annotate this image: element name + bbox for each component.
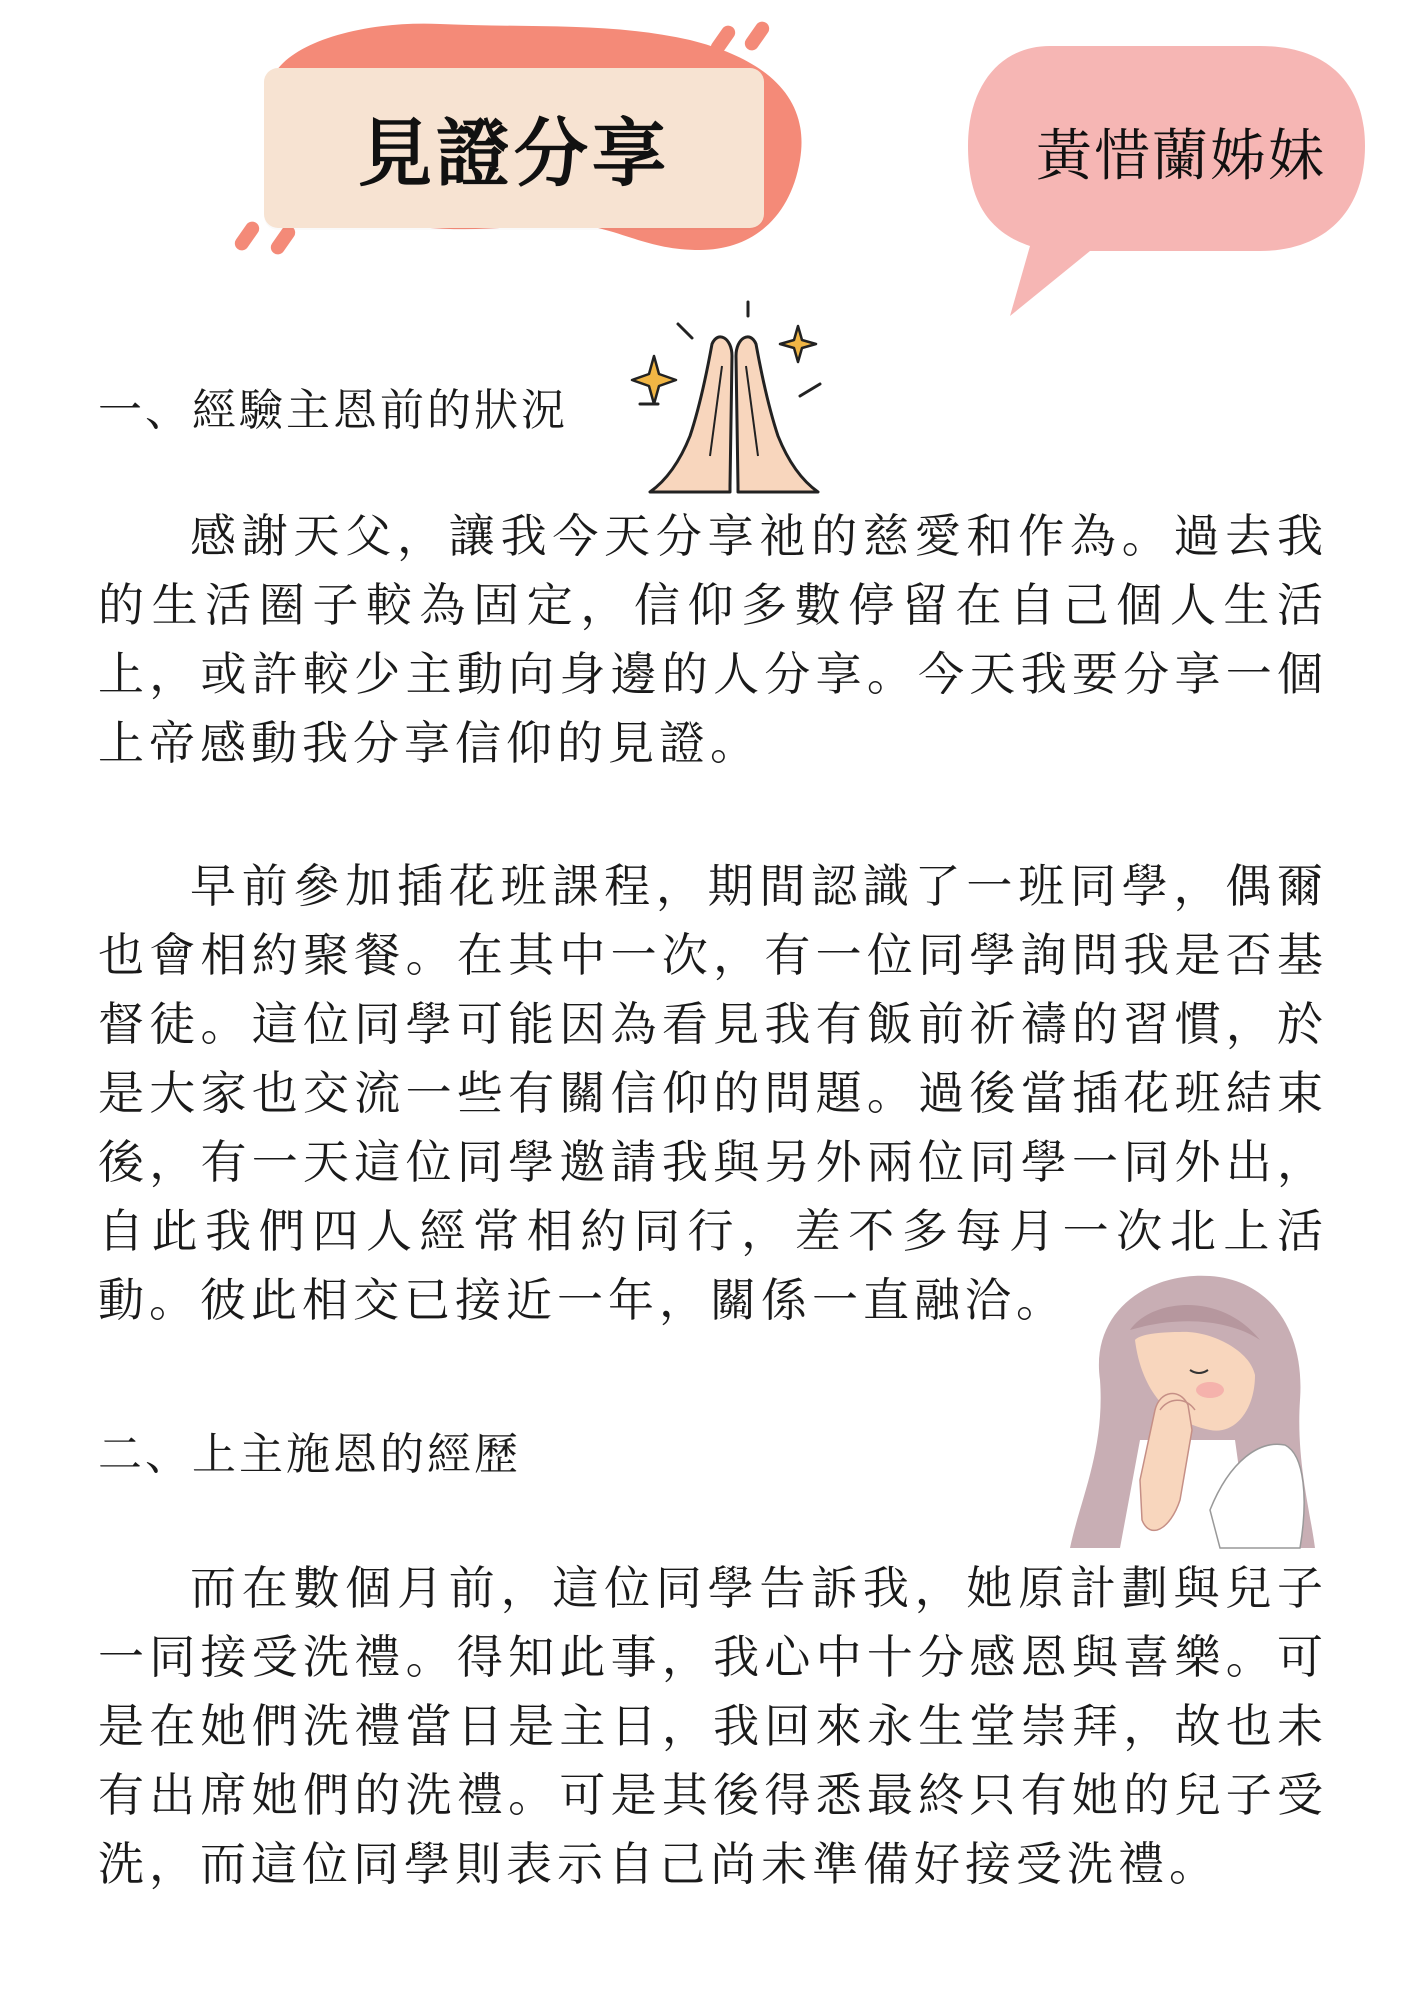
page-title: 見證分享	[358, 111, 670, 197]
section-heading: 二、上主施恩的經歷	[98, 1429, 521, 1480]
author-name: 黃惜蘭姊妹	[1036, 124, 1326, 189]
praying-hands-icon	[630, 296, 840, 506]
sparkle-icon	[780, 326, 816, 362]
praying-woman-illustration	[1060, 1270, 1320, 1550]
section-heading: 一、經驗主恩前的狀況	[98, 385, 568, 436]
paragraph: 早前參加插花班課程，期間認識了一班同學，偶爾也會相約聚餐。在其中一次，有一位同學詢問我是否基督徒。這位同學可能因為看見我有飯前祈禱的習慣，於是大家也交流一些有關信仰的問題。過後當插花班結束後，有一天這位同學邀請我與另外兩位同學一同外出，自此我們四人經常相約同行，差不多每月一次北上活動。彼此相交已接近一年，關係一直融洽。	[98, 859, 1328, 1327]
paragraph: 而在數個月前，這位同學告訴我，她原計劃與兒子一同接受洗禮。得知此事，我心中十分感恩與喜樂。可是在她們洗禮當日是主日，我回來永生堂崇拜，故也未有出席她們的洗禮。可是其後得悉最終只有她的兒子受洗，而這位同學則表示自己尚未準備好接受洗禮。	[98, 1561, 1328, 1891]
sparkle-icon	[632, 356, 676, 404]
title-card	[264, 68, 764, 228]
paragraph: 感謝天父，讓我今天分享祂的慈愛和作為。過去我的生活圈子較為固定，信仰多數停留在自己個人生活上，或許較少主動向身邊的人分享。今天我要分享一個上帝感動我分享信仰的見證。	[98, 509, 1328, 770]
